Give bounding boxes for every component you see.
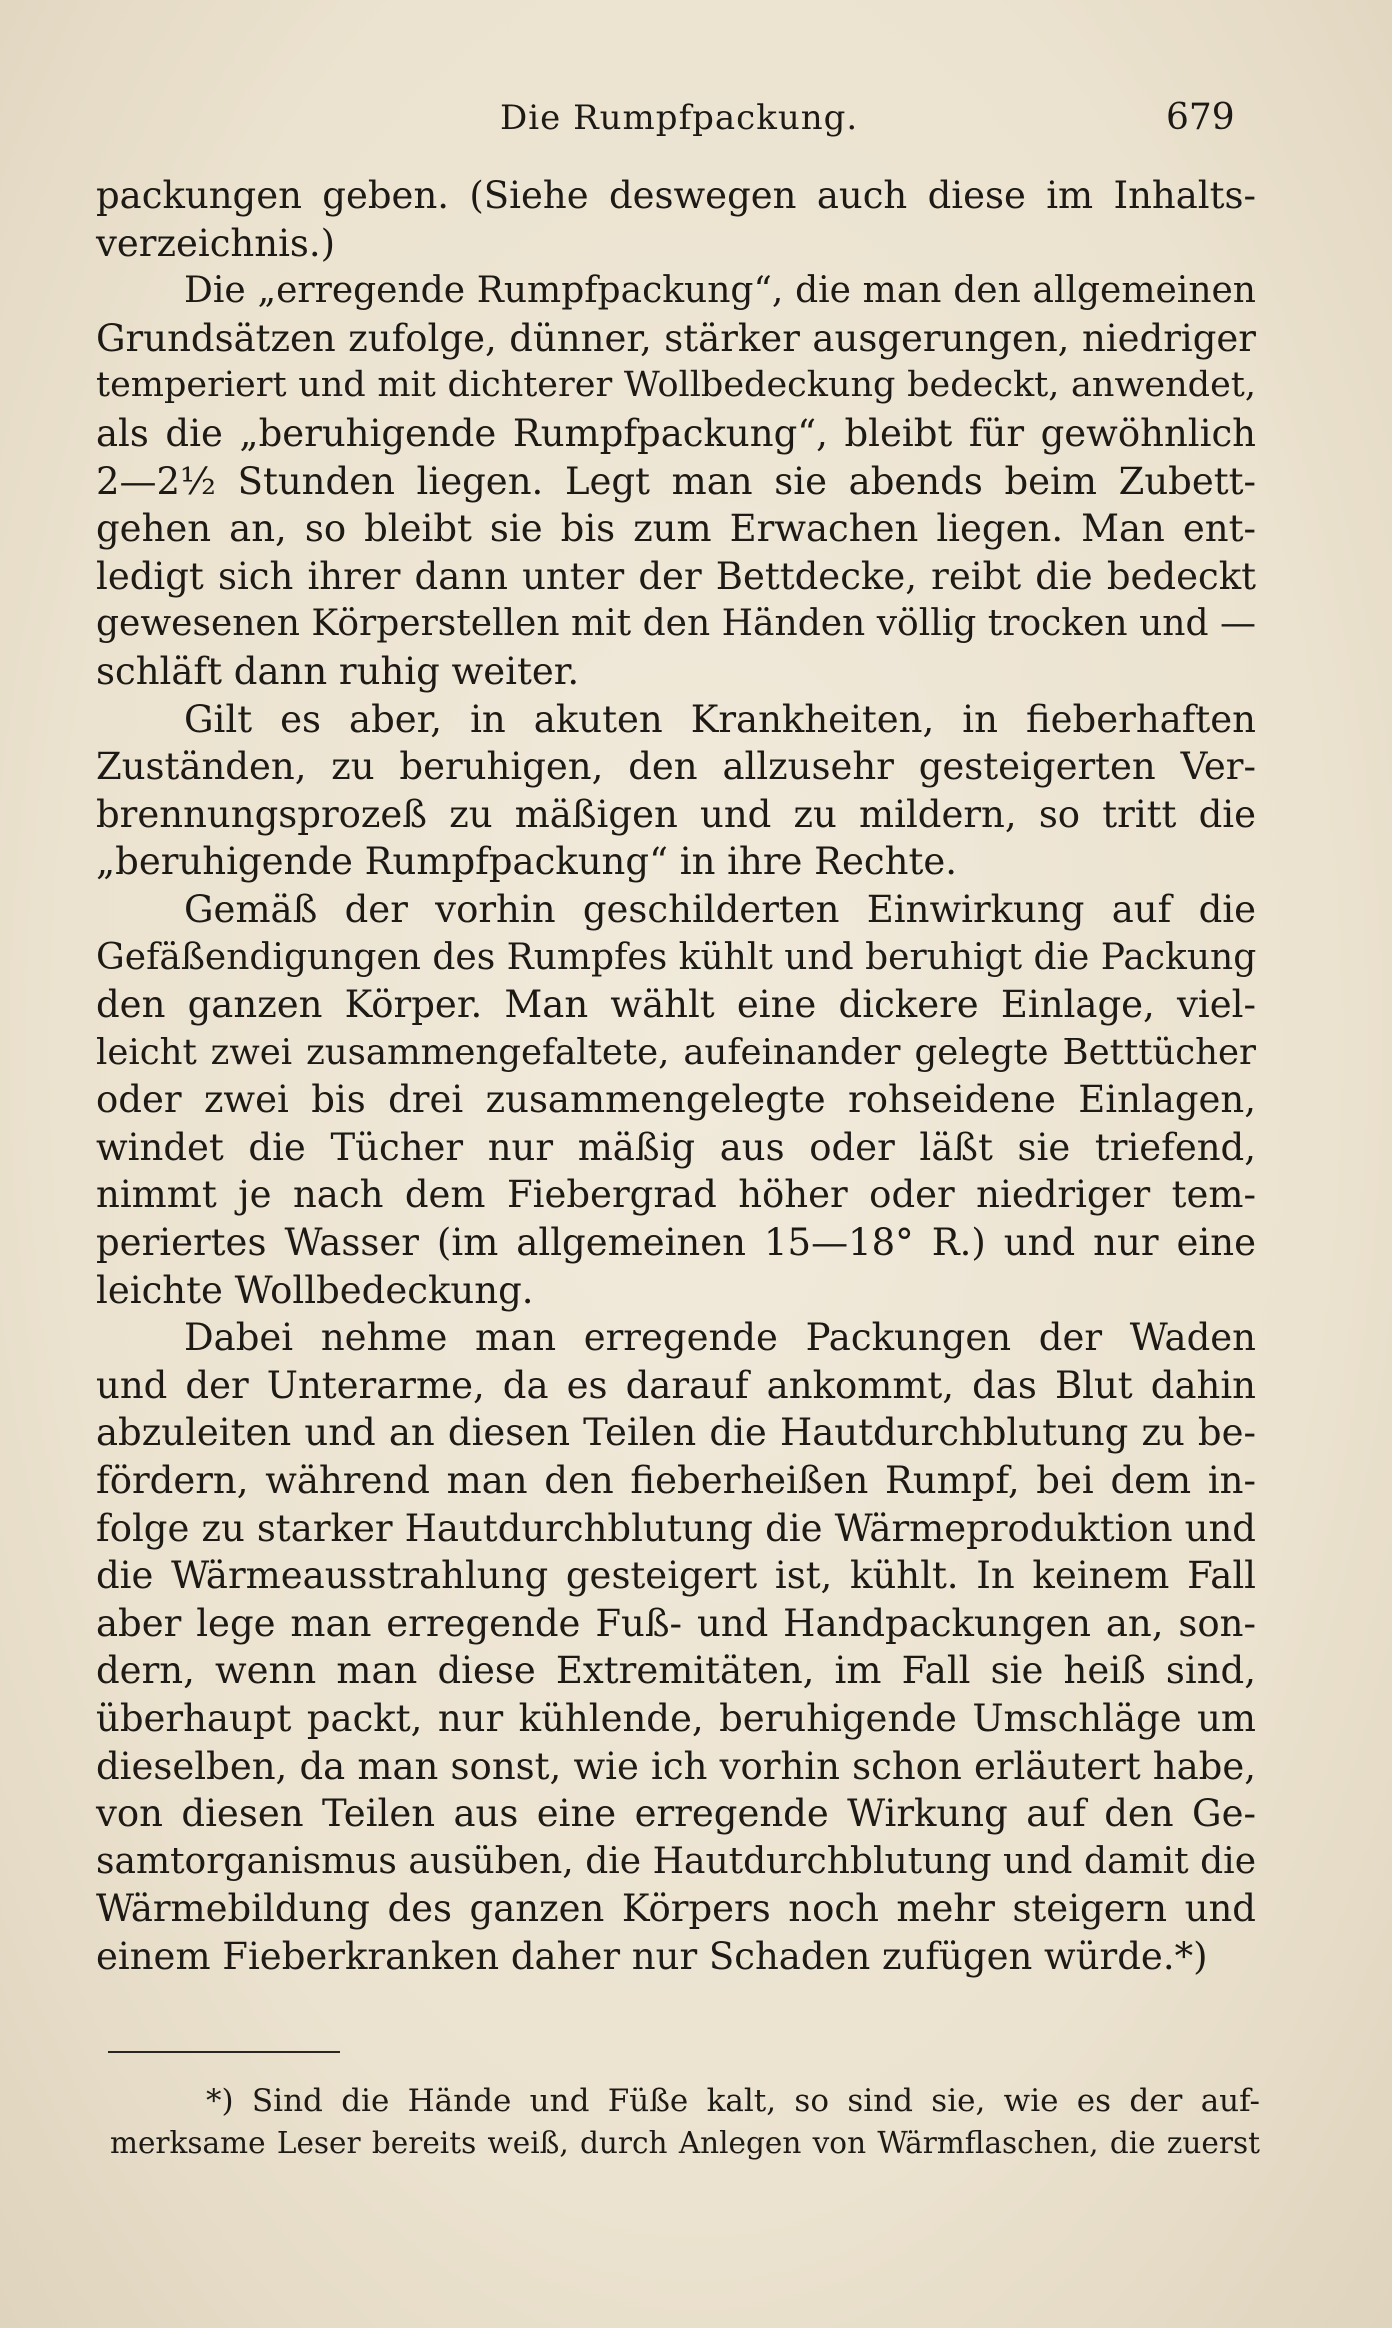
text-line: nimmt je nach dem Fiebergrad höher oder niedriger tem- xyxy=(96,1173,1256,1217)
text-line: den ganzen Körper. Man wählt eine dickere Einlage, viel- xyxy=(96,983,1256,1027)
page-number: 679 xyxy=(1166,97,1235,138)
text-line: überhaupt packt, nur kühlende, beruhigende Umschläge um xyxy=(96,1697,1256,1740)
footnote xyxy=(110,2080,1260,2164)
text-line: Gemäß der vorhin geschilderten Einwirkung auf die xyxy=(184,887,1256,931)
text-line: folge zu starker Hautdurchblutung die Wärmeproduktion und xyxy=(96,1506,1256,1550)
text-line: aber lege man erregende Fuß- und Handpackungen an, son- xyxy=(96,1601,1256,1645)
text-line: leicht zwei zusammengefaltete, aufeinander gelegte Betttücher xyxy=(96,1031,1256,1073)
footnote-line: *) Sind die Hände und Füße kalt, so sind sie, wie es der auf- xyxy=(206,2083,1260,2119)
text-line: temperiert und mit dichterer Wollbedeckung bedeckt, anwendet, xyxy=(96,365,1256,406)
text-line: Die „erregende Rumpfpackung“, die man den allgemeinen xyxy=(184,270,1256,312)
text-line: windet die Tücher nur mäßig aus oder läßt sie triefend, xyxy=(96,1125,1256,1169)
text-line: einem Fieberkranken daher nur Schaden zufügen würde.*) xyxy=(96,1934,1208,1978)
text-line: packungen geben. (Siehe deswegen auch diese im Inhalts- xyxy=(96,174,1256,217)
text-line: Gefäßendigungen des Rumpfes kühlt und beruhigt die Packung xyxy=(96,936,1257,978)
text-line: schläft dann ruhig weiter. xyxy=(96,649,580,693)
text-line: dieselben, da man sonst, wie ich vorhin schon erläutert habe, xyxy=(96,1744,1256,1788)
running-header xyxy=(0,88,1392,148)
text-line: gewesenen Körperstellen mit den Händen völlig trocken und — xyxy=(96,603,1256,645)
text-line: verzeichnis.) xyxy=(96,221,336,265)
text-line: 2—2½ Stunden liegen. Legt man sie abends beim Zubett- xyxy=(96,459,1256,503)
text-line: von diesen Teilen aus eine erregende Wirkung auf den Ge- xyxy=(96,1792,1256,1836)
text-line: gehen an, so bleibt sie bis zum Erwachen liegen. Man ent- xyxy=(96,507,1256,551)
text-line: ledigt sich ihrer dann unter der Bettdecke, reibt die bedeckt xyxy=(96,554,1256,598)
text-line: Zuständen, zu beruhigen, den allzusehr gesteigerten Ver- xyxy=(96,745,1256,789)
text-line: Grundsätzen zufolge, dünner, stärker ausgerungen, niedriger xyxy=(96,316,1256,360)
text-line: brennungsprozeß zu mäßigen und zu mildern, so tritt die xyxy=(96,792,1256,836)
text-line: und der Unterarme, da es darauf ankommt, das Blut dahin xyxy=(96,1363,1256,1407)
text-line: periertes Wasser (im allgemeinen 15—18° R.) und nur eine xyxy=(96,1221,1256,1265)
text-line: leichte Wollbedeckung. xyxy=(96,1268,534,1312)
body-text xyxy=(96,172,1256,1981)
footnote-line: merksame Leser bereits weiß, durch Anlegen von Wärmflaschen, die zuerst xyxy=(110,2126,1260,2160)
text-line: „beruhigende Rumpfpackung“ in ihre Rechte. xyxy=(96,840,958,884)
text-line: abzuleiten und an diesen Teilen die Hautdurchblutung zu be- xyxy=(96,1411,1256,1455)
text-line: oder zwei bis drei zusammengelegte rohseidene Einlagen, xyxy=(96,1078,1256,1122)
text-line: Dabei nehme man erregende Packungen der Waden xyxy=(184,1316,1256,1360)
footnote-divider xyxy=(108,2051,340,2053)
text-line: dern, wenn man diese Extremitäten, im Fall sie heiß sind, xyxy=(96,1649,1256,1693)
text-line: die Wärmeausstrahlung gesteigert ist, kühlt. In keinem Fall xyxy=(96,1554,1256,1598)
text-line: Gilt es aber, in akuten Krankheiten, in fieberhaften xyxy=(184,697,1256,741)
text-line: als die „beruhigende Rumpfpackung“, bleibt für gewöhnlich xyxy=(96,411,1256,455)
text-line: samtorganismus ausüben, die Hautdurchblutung und damit die xyxy=(96,1840,1256,1882)
text-line: fördern, während man den fieberheißen Rumpf, bei dem in- xyxy=(96,1459,1256,1503)
text-line: Wärmebildung des ganzen Körpers noch mehr steigern und xyxy=(96,1887,1256,1931)
running-title: Die Rumpfpackung. xyxy=(500,98,859,138)
